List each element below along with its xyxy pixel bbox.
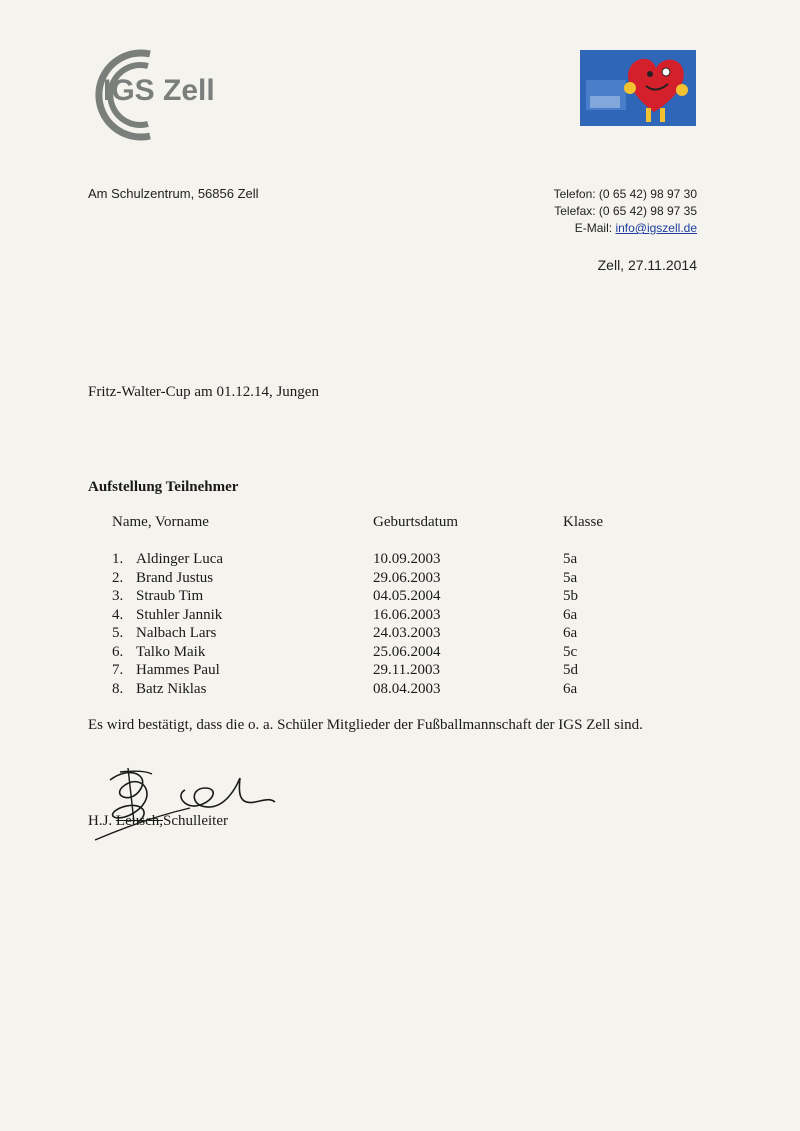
- signer-surname: Leusch,: [115, 813, 163, 829]
- participant-row: [112, 662, 672, 681]
- row-number: 2.: [112, 569, 124, 586]
- email-link[interactable]: info@igszell.de: [615, 221, 697, 235]
- signer-role: Schulleiter: [163, 813, 228, 829]
- participant-name: Talko Maik: [136, 643, 206, 660]
- phone-number: Telefon: (0 65 42) 98 97 30: [553, 187, 697, 201]
- participant-dob: 24.03.2003: [373, 625, 441, 641]
- participant-row: [112, 551, 672, 570]
- row-number: 3.: [112, 588, 124, 604]
- confirmation-text: Es wird bestätigt, dass die o. a. Schüler Mitglieder der Fußballmannschaft der IGS Zell sind.: [88, 717, 643, 733]
- participant-dob: 08.04.2003: [373, 680, 441, 697]
- participant-name: Batz Niklas: [136, 680, 207, 697]
- fax-number: Telefax: (0 65 42) 98 97 35: [554, 204, 697, 218]
- row-number: 4.: [112, 606, 124, 623]
- signer-initials: H.J.: [88, 813, 113, 829]
- letter-date: Zell, 27.11.2014: [597, 257, 697, 273]
- column-header-dob: Geburtsdatum: [373, 514, 458, 530]
- participant-row: [112, 570, 672, 589]
- row-number: 7.: [112, 662, 124, 678]
- column-header-class: Klasse: [563, 514, 603, 530]
- participant-class: 5a: [563, 569, 578, 586]
- participant-dob: 04.05.2004: [373, 588, 441, 604]
- participant-row: [112, 644, 672, 663]
- participant-class: 5a: [563, 551, 578, 567]
- email-label: E-Mail:: [574, 221, 613, 235]
- email-line: [554, 220, 697, 237]
- row-number: 6.: [112, 643, 124, 660]
- participant-class: 6a: [563, 625, 578, 641]
- participant-name: Straub Tim: [136, 588, 204, 604]
- participant-dob: 25.06.2004: [373, 643, 441, 660]
- participant-class: 6a: [563, 680, 578, 697]
- participant-name: Brand Justus: [136, 569, 214, 586]
- participant-name: Stuhler Jannik: [136, 606, 223, 623]
- participant-name: Hammes Paul: [136, 662, 220, 678]
- section-title: Aufstellung Teilnehmer: [88, 479, 239, 495]
- school-address: Am Schulzentrum, 56856 Zell: [88, 186, 259, 201]
- handwritten-signature: [90, 760, 280, 850]
- participant-class: 5d: [563, 662, 578, 678]
- participant-name: Nalbach Lars: [136, 625, 217, 641]
- heart-mascot-image: [580, 50, 696, 126]
- participant-dob: 10.09.2003: [373, 551, 441, 567]
- participant-class: 6a: [563, 606, 578, 623]
- participant-name: Aldinger Luca: [136, 551, 224, 567]
- participant-dob: 16.06.2003: [373, 606, 441, 623]
- logo-text: IGS Zell: [103, 74, 215, 107]
- row-number: 1.: [112, 551, 124, 567]
- participant-list: [112, 551, 672, 699]
- participant-class: 5c: [563, 643, 578, 660]
- contact-block: [554, 186, 697, 237]
- participant-row: [112, 607, 672, 626]
- column-header-name: Name, Vorname: [112, 514, 209, 530]
- row-number: 8.: [112, 680, 124, 697]
- subject-line: Fritz-Walter-Cup am 01.12.14, Jungen: [88, 384, 319, 400]
- row-number: 5.: [112, 625, 124, 641]
- signer-line: [88, 813, 228, 830]
- participant-row: [112, 588, 672, 607]
- participant-dob: 29.06.2003: [373, 569, 441, 586]
- participant-dob: 29.11.2003: [373, 662, 440, 678]
- participant-row: [112, 625, 672, 644]
- participant-row: [112, 681, 672, 700]
- participant-class: 5b: [563, 588, 578, 604]
